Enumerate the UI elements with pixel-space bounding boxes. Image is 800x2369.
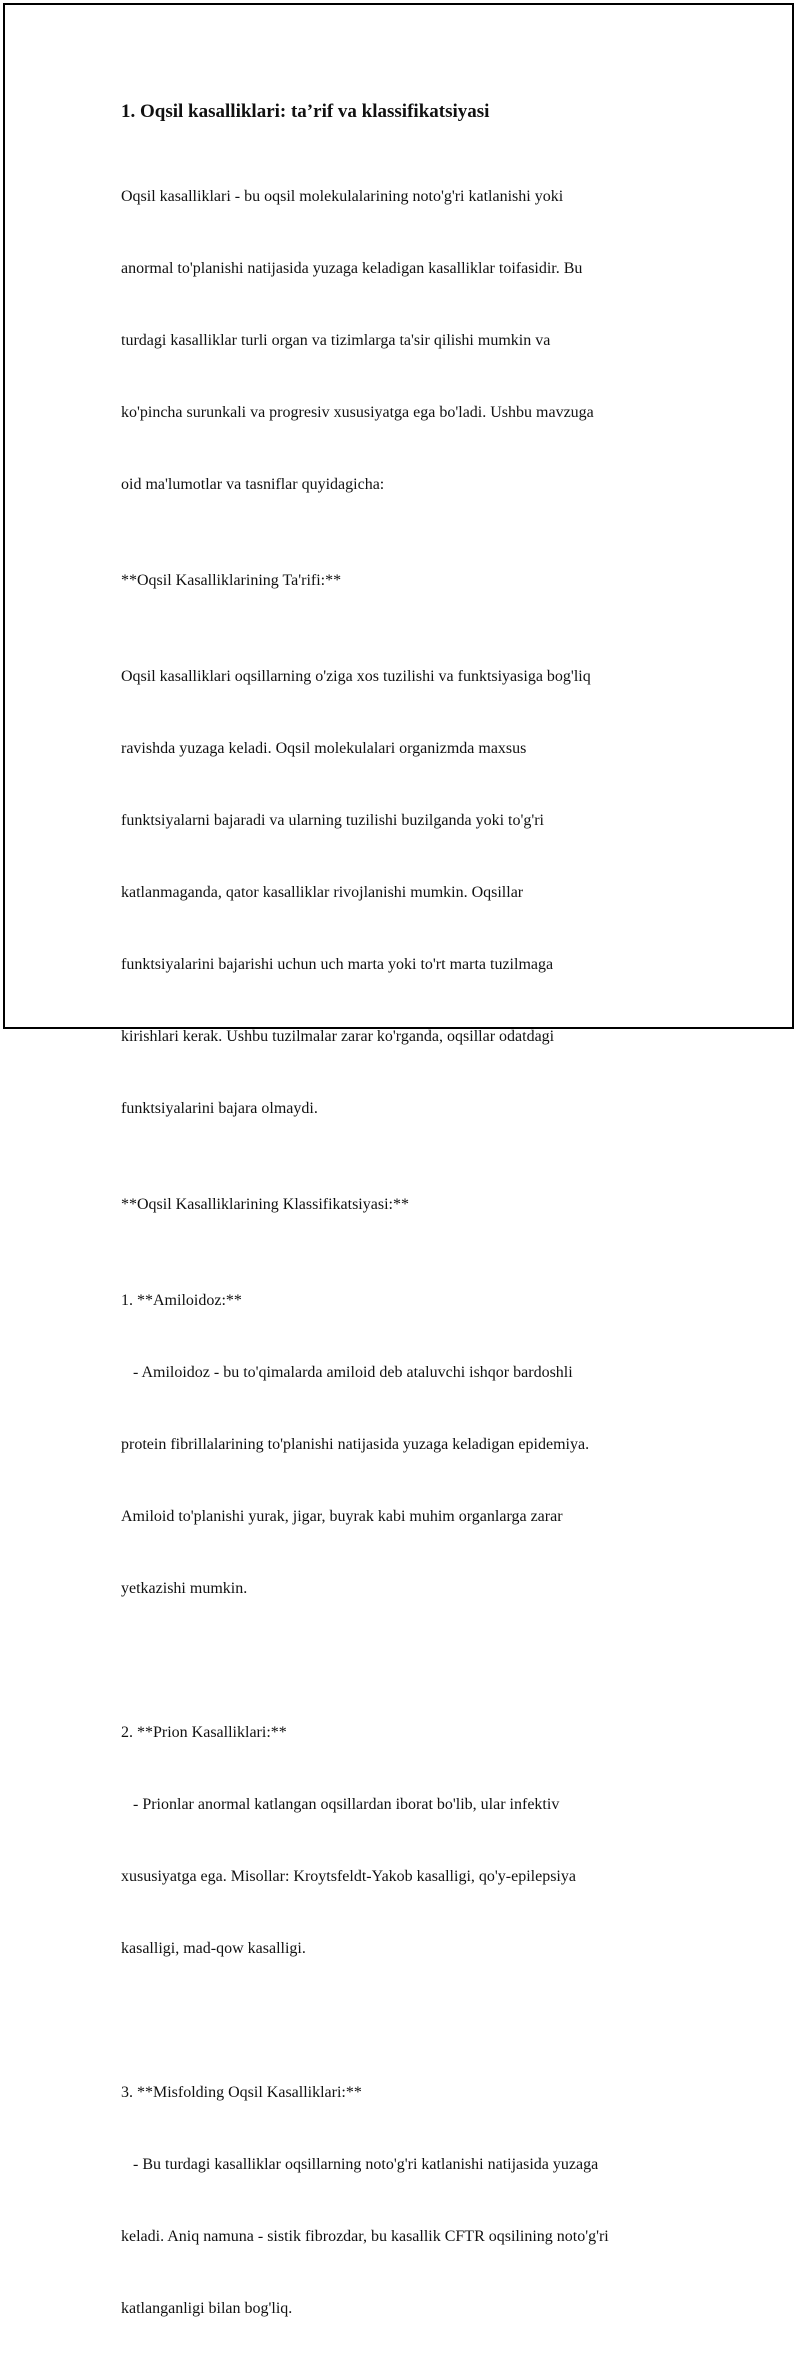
text-line: keladi. Aniq namuna - sistik fibrozdar, bu kasallik CFTR oqsilining noto'g'ri: [121, 2228, 609, 2245]
paragraph-gap: [121, 593, 701, 617]
text-line: oid ma'lumotlar va tasniflar quyidagicha:: [121, 476, 385, 493]
text-line: ko'pincha surunkali va progresiv xususiyatga ega bo'ladi. Ushbu mavzuga: [121, 404, 594, 421]
definition-paragraph: [121, 617, 701, 1169]
classification-heading: **Oqsil Kasalliklarining Klassifikatsiyasi:**: [121, 1196, 409, 1213]
classification-item-3: [121, 2033, 701, 2369]
text-line: anormal to'planishi natijasida yuzaga keladigan kasalliklar toifasidir. Bu: [121, 260, 583, 277]
paragraph-gap: [121, 1217, 701, 1241]
text-line: ravishda yuzaga keladi. Oqsil molekulalari organizmda maxsus: [121, 740, 527, 757]
item-heading: 1. **Amiloidoz:**: [121, 1292, 242, 1309]
paragraph-gap: [121, 545, 701, 569]
text-line: - Prionlar anormal katlangan oqsillardan iborat bo'lib, ular infektiv: [121, 1796, 560, 1813]
text-line: funktsiyalarini bajara olmaydi.: [121, 1100, 318, 1117]
text-line: katlanmaganda, qator kasalliklar rivojlanishi mumkin. Oqsillar: [121, 884, 524, 901]
document-content: [121, 100, 701, 2369]
paragraph-gap: [121, 1649, 701, 1673]
text-line: funktsiyalarini bajarishi uchun uch marta yoki to'rt marta tuzilmaga: [121, 956, 554, 973]
text-line: kirishlari kerak. Ushbu tuzilmalar zarar ko'rganda, oqsillar odatdagi: [121, 1028, 555, 1045]
document-page: [3, 3, 794, 2317]
text-line: xususiyatga ega. Misollar: Kroytsfeldt-Yakob kasalligi, qo'y-epilepsiya: [121, 1868, 576, 1885]
text-line: - Amiloidoz - bu to'qimalarda amiloid deb ataluvchi ishqor bardoshli: [121, 1364, 573, 1381]
text-line: Oqsil kasalliklari oqsillarning o'ziga xos tuzilishi va funktsiyasiga bog'liq: [121, 668, 591, 685]
item-heading: 3. **Misfolding Oqsil Kasalliklari:**: [121, 2084, 362, 2101]
text-line: katlanganligi bilan bog'liq.: [121, 2300, 293, 2317]
text-line: protein fibrillalarining to'planishi natijasida yuzaga keladigan epidemiya.: [121, 1436, 590, 1453]
intro-paragraph: [121, 137, 701, 545]
text-line: funktsiyalarni bajaradi va ularning tuzilishi buzilganda yoki to'g'ri: [121, 812, 544, 829]
paragraph-gap: [121, 2009, 701, 2033]
classification-item-2: [121, 1673, 701, 2009]
classification-item-1: [121, 1241, 701, 1649]
paragraph-gap: [121, 1169, 701, 1193]
text-line: Oqsil kasalliklari - bu oqsil molekulalarining noto'g'ri katlanishi yoki: [121, 188, 564, 205]
text-line: yetkazishi mumkin.: [121, 1580, 248, 1597]
document-title: 1. Oqsil kasalliklari: ta’rif va klassifikatsiyasi: [121, 101, 490, 122]
text-line: - Bu turdagi kasalliklar oqsillarning noto'g'ri katlanishi natijasida yuzaga: [121, 2156, 599, 2173]
item-heading: 2. **Prion Kasalliklari:**: [121, 1724, 287, 1741]
text-line: Amiloid to'planishi yurak, jigar, buyrak kabi muhim organlarga zarar: [121, 1508, 563, 1525]
text-line: kasalligi, mad-qow kasalligi.: [121, 1940, 306, 1957]
text-line: turdagi kasalliklar turli organ va tizimlarga ta'sir qilishi mumkin va: [121, 332, 551, 349]
definition-heading: **Oqsil Kasalliklarining Ta'rifi:**: [121, 572, 342, 589]
